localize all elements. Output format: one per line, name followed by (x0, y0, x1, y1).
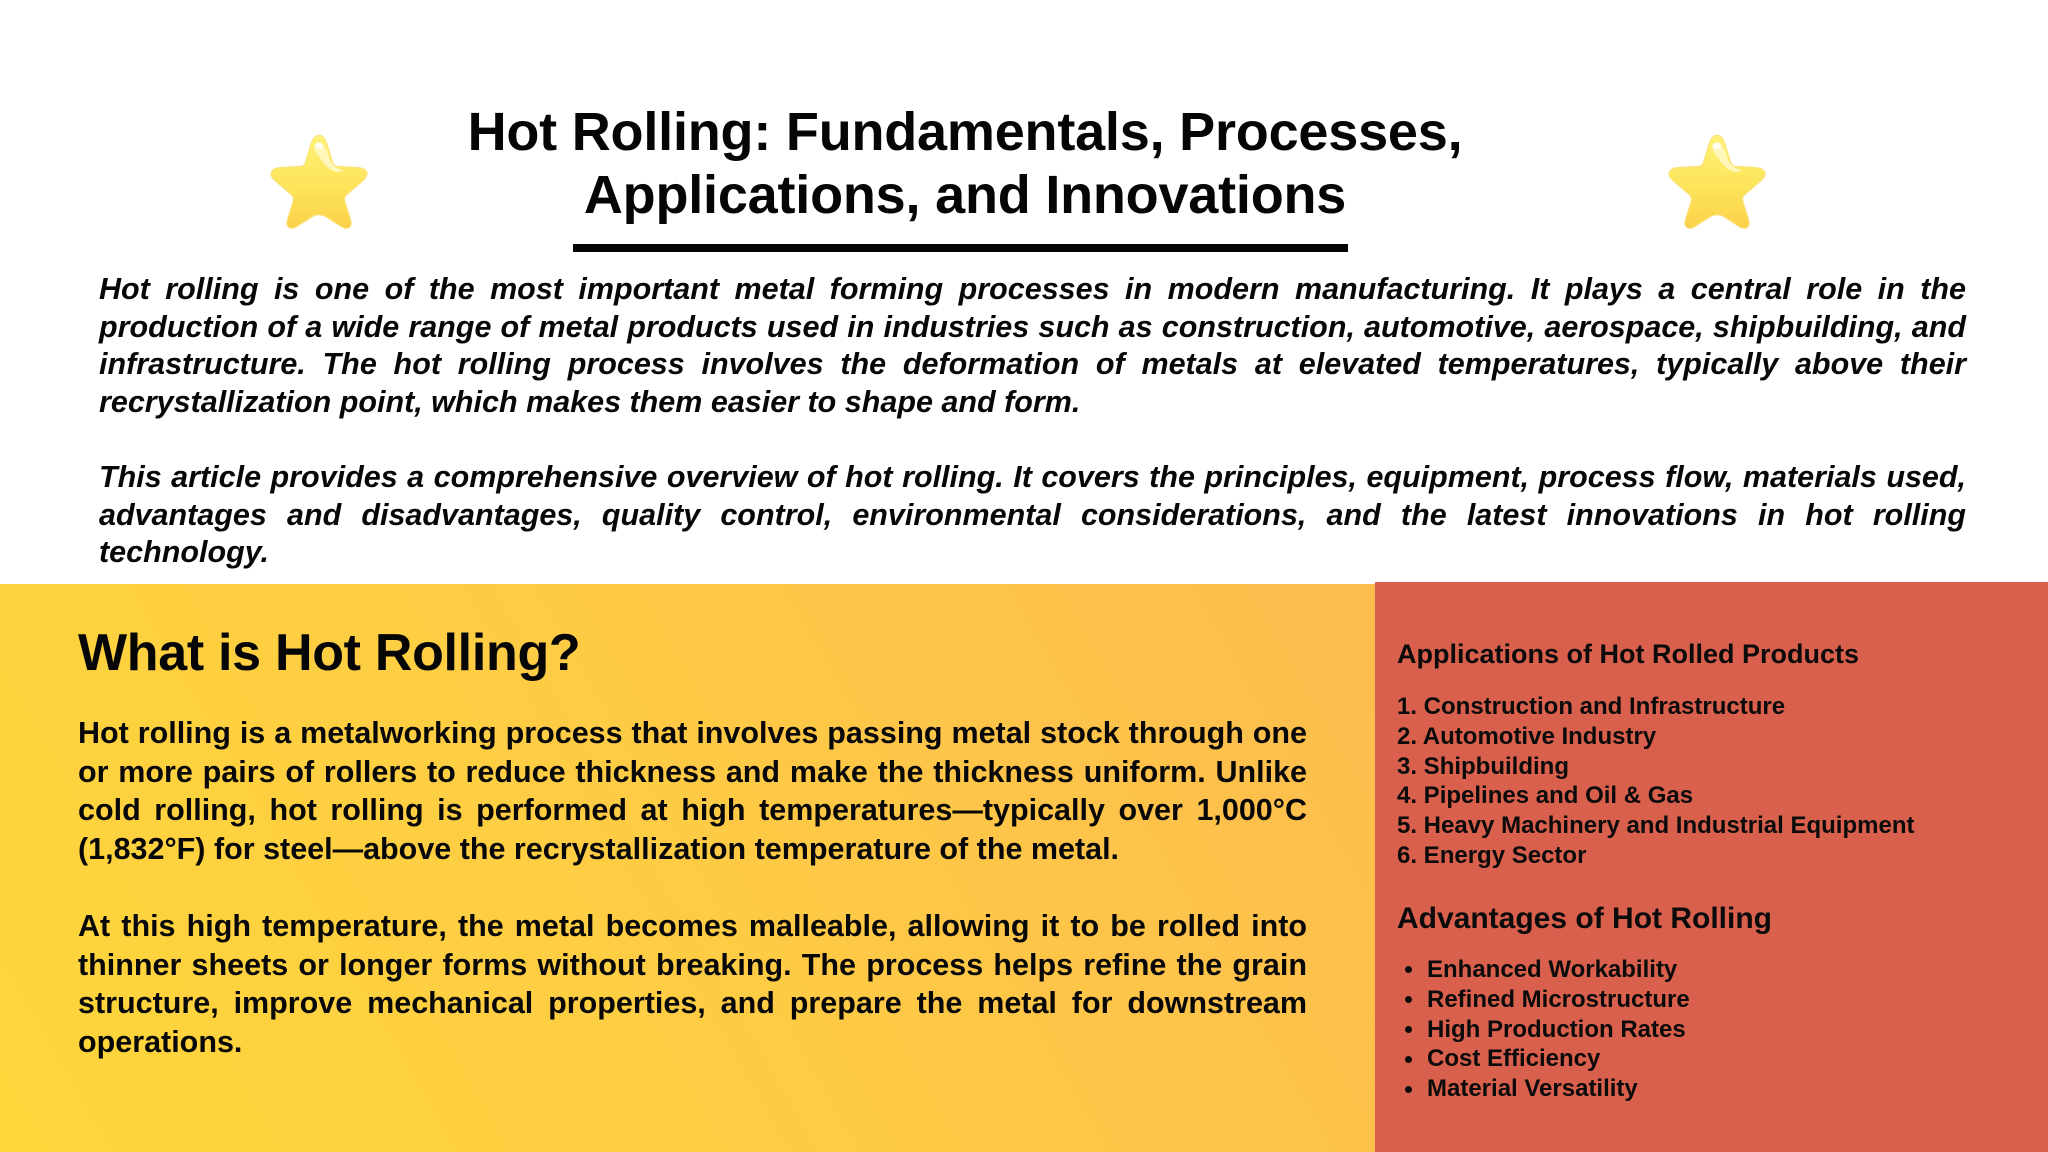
intro-paragraph: This article provides a comprehensive overview of hot rolling. It covers the principles, equipment, process flow, materials used, advantages and disadvantages, quality control, environmental considerations, and the latest innovations in hot rolling technology. (99, 459, 1966, 570)
list-item-label: Cost Efficiency (1427, 1045, 1601, 1073)
intro-section (99, 271, 1966, 572)
list-item (1405, 955, 1690, 985)
list-item-label: High Production Rates (1427, 1015, 1686, 1043)
what-is-paragraph: At this high temperature, the metal becomes malleable, allowing it to be rolled into thinner sheets or longer forms without breaking. The process helps refine the grain structure, improve mechanical properties, and prepare the metal for downstream operations. (78, 908, 1307, 1059)
list-item-label: Refined Microstructure (1427, 985, 1690, 1013)
list-item: 3. Shipbuilding (1397, 752, 1569, 780)
bullet-icon (1405, 1056, 1412, 1063)
applications-list (1397, 692, 1914, 871)
page-title-line-1: Hot Rolling: Fundamentals, Processes, (467, 102, 1463, 162)
what-is-paragraph: Hot rolling is a metalworking process that involves passing metal stock through one or more pairs of rollers to reduce thickness and make the thickness uniform. Unlike cold rolling, hot rolling is performed at high temperatures—typically over 1,000°C (1,832°F) for steel—above the recrystallization temperature of the metal. (78, 716, 1307, 866)
page-title-line-2: Applications, and Innovations (583, 165, 1347, 225)
list-item-label: Material Versatility (1427, 1075, 1638, 1103)
applications-heading: Applications of Hot Rolled Products (1397, 639, 1860, 669)
list-item: 6. Energy Sector (1397, 841, 1587, 869)
list-item: 2. Automotive Industry (1397, 722, 1657, 750)
bullet-icon (1405, 966, 1412, 973)
bullet-icon (1405, 1086, 1412, 1093)
intro-paragraph: Hot rolling is one of the most important metal forming processes in modern manufacturing. It plays a central role in the production of a wide range of metal products used in industries such as construction, automotive, aerospace, shipbuilding, and infrastructure. The hot rolling process involves the deformation of metals at elevated temperatures, typically above their recrystallization point, which makes them easier to shape and form. (99, 272, 1966, 419)
bullet-icon (1405, 1026, 1412, 1033)
list-item (1405, 1044, 1690, 1074)
page-title (300, 101, 1630, 227)
list-item (1405, 1015, 1690, 1045)
advantages-heading: Advantages of Hot Rolling (1397, 902, 1772, 935)
what-is-body (78, 714, 1307, 1061)
list-item: 5. Heavy Machinery and Industrial Equipment (1397, 812, 1915, 840)
section-heading-what-is: What is Hot Rolling? (78, 624, 581, 682)
advantages-list (1405, 955, 1690, 1104)
list-item: 4. Pipelines and Oil & Gas (1397, 782, 1694, 810)
list-item (1405, 985, 1690, 1015)
list-item (1405, 1074, 1690, 1104)
list-item-label: Enhanced Workability (1427, 956, 1678, 983)
list-item: 1. Construction and Infrastructure (1397, 693, 1786, 720)
star-icon (1665, 131, 1769, 231)
title-underline-divider (573, 244, 1348, 252)
bullet-icon (1405, 996, 1412, 1003)
